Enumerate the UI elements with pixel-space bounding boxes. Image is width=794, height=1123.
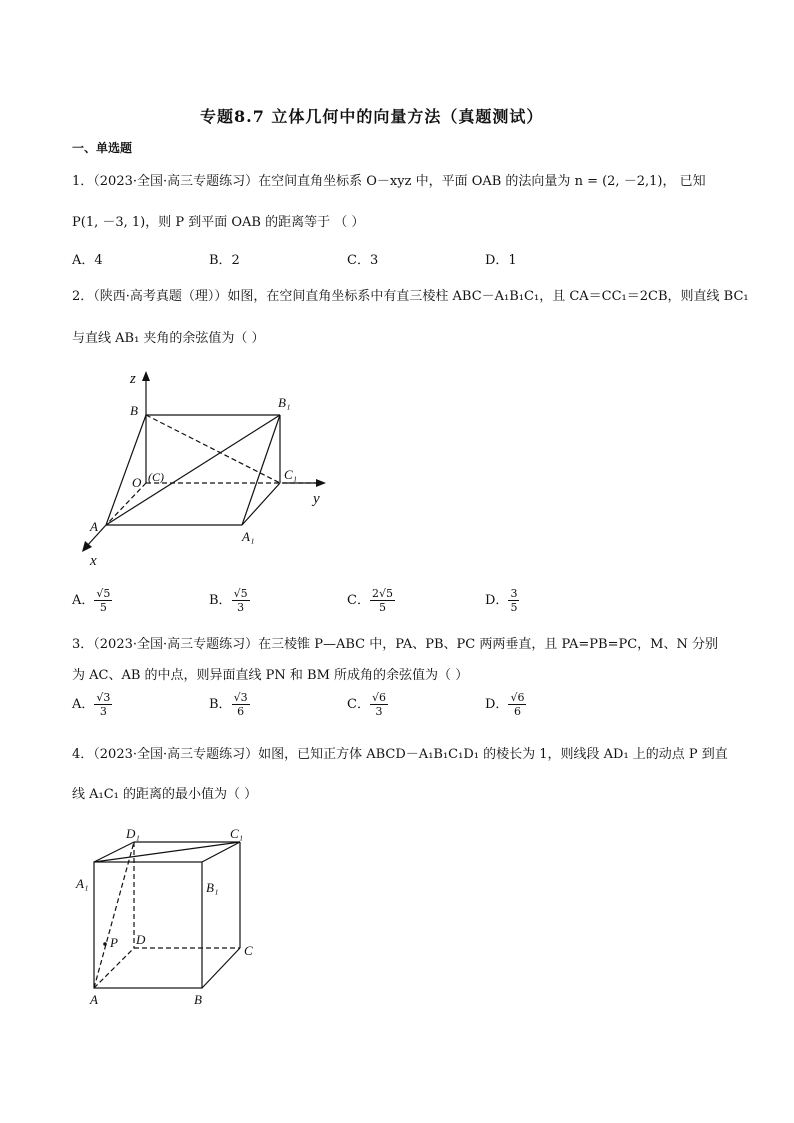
q3-option-d: D． $\frac{√6}{6}$	[485, 691, 525, 718]
edge-A1C1	[242, 483, 280, 525]
cube-front-face	[94, 862, 202, 988]
section-heading: 一、单选题	[72, 141, 133, 155]
edge-A1B1	[242, 415, 280, 525]
label-C1: C₁	[230, 826, 244, 841]
label-z: z	[130, 371, 136, 387]
label-B1: B₁	[206, 880, 219, 895]
q4-line2: 线 A₁C₁ 的距离的最小值为（ ）	[72, 787, 258, 802]
q2-prism-figure	[70, 365, 340, 570]
q1-option-c: C．3	[347, 253, 379, 268]
label-A1: A₁	[242, 529, 255, 544]
label-B1: B₁	[278, 395, 291, 410]
segment-A1C1	[94, 842, 240, 862]
label-y: y	[313, 491, 320, 507]
z-axis-arrow	[142, 371, 150, 381]
q2-option-a: A． $\frac{√5}{5}$	[72, 587, 111, 614]
q2-line1: 2．（陕西·高考真题（理））如图，在空间直角坐标系中有直三棱柱 ABC－A₁B₁C₁，且 CA＝CC₁＝2CB，则直线 BC₁	[72, 289, 749, 304]
label-O: O	[132, 475, 142, 490]
label-x: x	[90, 553, 97, 569]
q4-line1: 4．（2023·全国·高三专题练习）如图，已知正方体 ABCD－A₁B₁C₁D₁ 的棱长为 1，则线段 AD₁ 上的动点 P 到直	[72, 747, 728, 762]
q1-line2: P(1, －3, 1)，则 P 到平面 OAB 的距离等于 （ ）	[72, 215, 365, 230]
q2-option-b: B． $\frac{√5}{3}$	[209, 587, 248, 614]
q1-line1: 1．（2023·全国·高三专题练习）在空间直角坐标系 O－xyz 中，平面 OAB 的法向量为 n = (2, －2,1)， 已知	[72, 174, 706, 189]
q3-option-a: A． $\frac{√3}{3}$	[72, 691, 111, 718]
page-title: 专题8.7 立体几何中的向量方法（真题测试）	[200, 107, 544, 126]
label-C: (C)	[148, 470, 164, 484]
segment-AD1	[94, 842, 134, 988]
label-D1: D₁	[126, 826, 140, 841]
q1-option-b: B．2	[209, 253, 240, 268]
q3-line2: 为 AC、AB 的中点，则异面直线 PN 和 BM 所成角的余弦值为（ ）	[72, 668, 469, 683]
label-C1: C₁	[284, 467, 298, 482]
label-P: P	[110, 935, 118, 950]
label-B: B	[194, 992, 202, 1007]
label-D: D	[136, 932, 146, 947]
q2-option-c: C． $\frac{2√5}{5}$	[347, 587, 393, 614]
q3-line1: 3．（2023·全国·高三专题练习）在三棱锥 P—ABC 中，PA、PB、PC 两两垂直，且 PA=PB=PC，M、N 分别	[72, 637, 719, 652]
q2-line2: 与直线 AB₁ 夹角的余弦值为（ ）	[72, 331, 265, 346]
q2-option-d: D． $\frac{3}{5}$	[485, 587, 518, 614]
label-A: A	[90, 992, 98, 1007]
edge-BC	[202, 948, 240, 988]
label-A1: A₁	[76, 876, 89, 891]
label-B: B	[130, 403, 138, 418]
q3-option-b: B． $\frac{√3}{6}$	[209, 691, 248, 718]
edge-BA	[106, 415, 146, 525]
y-axis-arrow	[316, 479, 326, 487]
q1-option-a: A．4	[72, 253, 103, 268]
label-A: A	[90, 519, 98, 534]
point-P	[103, 942, 107, 946]
label-C: C	[244, 943, 253, 958]
q1-option-d: D．1	[485, 253, 517, 268]
q3-option-c: C． $\frac{√6}{3}$	[347, 691, 386, 718]
q4-cube-figure	[70, 822, 270, 1012]
